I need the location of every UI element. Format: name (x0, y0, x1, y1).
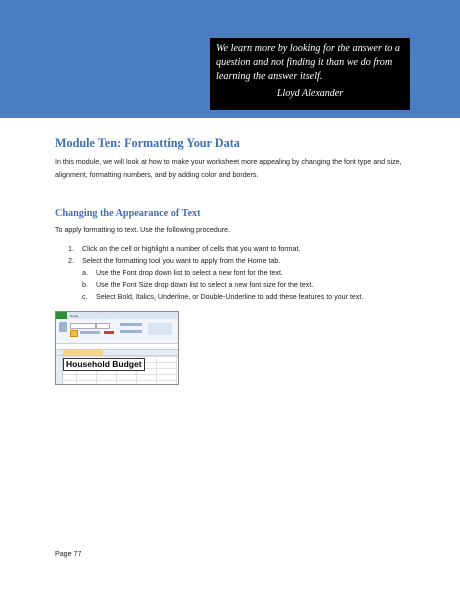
list-subitem-letter: b. (82, 281, 88, 289)
module-title: Module Ten: Formatting Your Data (55, 136, 240, 150)
excel-screenshot (55, 311, 179, 385)
list-item-number: 2. (68, 257, 74, 265)
list-item (68, 243, 363, 255)
list-item (68, 255, 363, 267)
list-item-text: Click on the cell or highlight a number of cells that you want to format. (82, 245, 301, 253)
list-subitem-letter: a. (82, 269, 88, 277)
list-subitem (68, 279, 363, 291)
section-title: Changing the Appearance of Text (55, 208, 201, 219)
worksheet-grid (56, 356, 178, 385)
home-tab-label: Home (70, 313, 79, 318)
ribbon-tabs (56, 312, 178, 319)
row-headers (56, 356, 63, 385)
file-tab (56, 312, 67, 319)
quote-author: Lloyd Alexander (276, 87, 344, 99)
list-subitem (68, 267, 363, 279)
quote-box (210, 38, 410, 110)
module-intro: In this module, we will look at how to make your worksheet more appealing by changing the font type and size, alignment, formatting numbers, and by adding color and borders. (55, 158, 402, 179)
list-subitem-text: Select Bold, Italics, Underline, or Double-Underline to add these features to your text. (96, 293, 364, 301)
cell-title: Household Budget (63, 358, 145, 371)
section-lead: To apply formatting to text. Use the following procedure. (55, 226, 231, 234)
list-subitem-letter: c. (82, 293, 88, 301)
list-subitem-text: Use the Font drop down list to select a new font for the text. (96, 269, 283, 277)
quote-text: We learn more by looking for the answer to a question and not finding it than we do from learning the answer itself. (216, 43, 401, 83)
page-number: Page 77 (55, 550, 82, 558)
ribbon (56, 319, 178, 344)
list-item-text: Select the formatting tool you want to apply from the Home tab. (82, 257, 281, 265)
list-subitem (68, 291, 363, 303)
list-item-number: 1. (68, 245, 74, 253)
procedure-list (68, 243, 363, 303)
list-subitem-text: Use the Font Size drop down list to select a new font size for the text. (96, 281, 314, 289)
header-banner (0, 0, 460, 118)
